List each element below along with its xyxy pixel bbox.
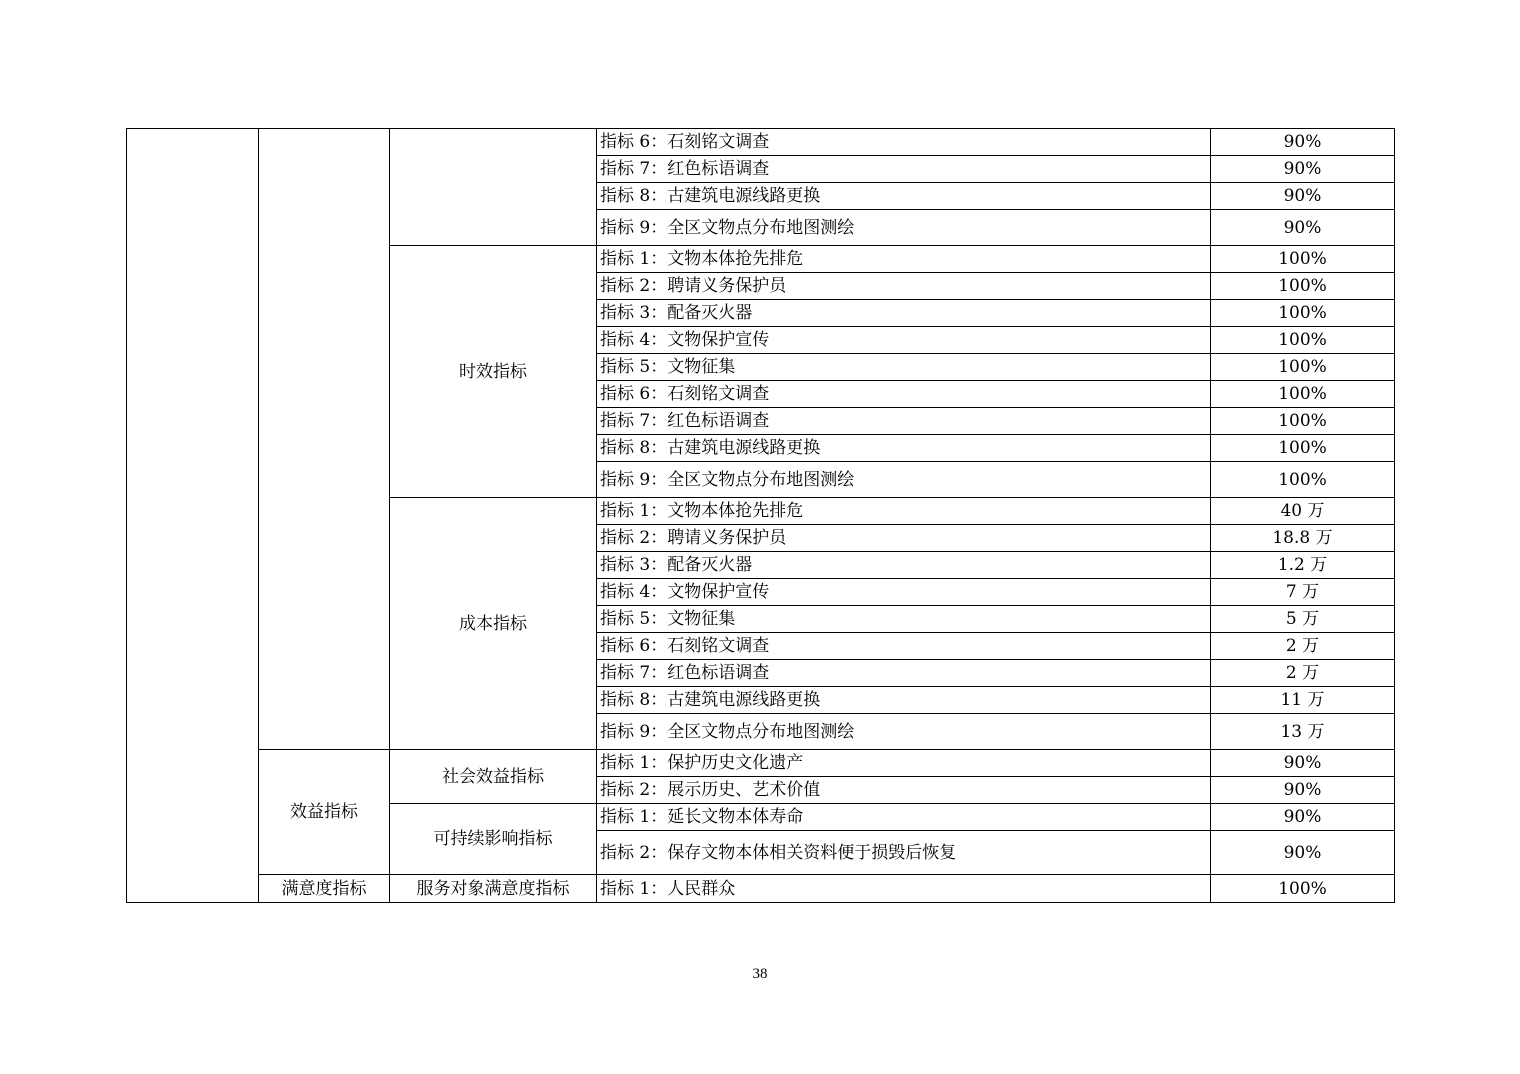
indicator-value: 11 万: [1211, 687, 1395, 714]
indicator-value: 100%: [1211, 875, 1395, 903]
table-row: [127, 129, 1395, 156]
indicator-value: 90%: [1211, 831, 1395, 875]
indicator-name: 指标 8：古建筑电源线路更换: [597, 687, 1211, 714]
indicator-value: 100%: [1211, 435, 1395, 462]
indicator-value: 5 万: [1211, 606, 1395, 633]
indicator-name: 指标 2：保存文物本体相关资料便于损毁后恢复: [597, 831, 1211, 875]
indicator-value: 90%: [1211, 210, 1395, 246]
indicator-name: 指标 6：石刻铭文调查: [597, 129, 1211, 156]
indicator-value: 100%: [1211, 300, 1395, 327]
indicator-value: 100%: [1211, 462, 1395, 498]
indicator-name: 指标 4：文物保护宣传: [597, 579, 1211, 606]
indicator-name: 指标 2：聘请义务保护员: [597, 273, 1211, 300]
indicator-value: 100%: [1211, 273, 1395, 300]
indicator-value: 100%: [1211, 246, 1395, 273]
indicator-value: 90%: [1211, 750, 1395, 777]
indicator-name: 指标 3：配备灭火器: [597, 300, 1211, 327]
indicator-name: 指标 7：红色标语调查: [597, 156, 1211, 183]
satisfaction-label: 满意度指标: [259, 875, 390, 903]
benefit-label: 效益指标: [259, 750, 390, 875]
indicator-name: 指标 5：文物征集: [597, 354, 1211, 381]
indicator-name: 指标 5：文物征集: [597, 606, 1211, 633]
table-row: [127, 750, 1395, 777]
indicator-name: 指标 8：古建筑电源线路更换: [597, 435, 1211, 462]
indicator-name: 指标 1：人民群众: [597, 875, 1211, 903]
indicator-value: 13 万: [1211, 714, 1395, 750]
cost-label: 成本指标: [390, 498, 597, 750]
service-satisfaction-label: 服务对象满意度指标: [390, 875, 597, 903]
indicator-value: 90%: [1211, 183, 1395, 210]
indicator-name: 指标 1：延长文物本体寿命: [597, 804, 1211, 831]
indicator-name: 指标 7：红色标语调查: [597, 408, 1211, 435]
indicator-name: 指标 9：全区文物点分布地图测绘: [597, 714, 1211, 750]
indicator-value: 100%: [1211, 327, 1395, 354]
page-number: 38: [752, 966, 768, 982]
indicator-value: 90%: [1211, 804, 1395, 831]
indicator-name: 指标 7：红色标语调查: [597, 660, 1211, 687]
indicator-name: 指标 4：文物保护宣传: [597, 327, 1211, 354]
indicator-value: 100%: [1211, 354, 1395, 381]
indicator-name: 指标 9：全区文物点分布地图测绘: [597, 462, 1211, 498]
indicator-name: 指标 1：文物本体抢先排危: [597, 246, 1211, 273]
indicator-name: 指标 6：石刻铭文调查: [597, 633, 1211, 660]
indicator-value: 7 万: [1211, 579, 1395, 606]
indicator-name: 指标 3：配备灭火器: [597, 552, 1211, 579]
indicator-name: 指标 1：文物本体抢先排危: [597, 498, 1211, 525]
indicator-value: 1.2 万: [1211, 552, 1395, 579]
indicator-value: 2 万: [1211, 660, 1395, 687]
sustainable-label: 可持续影响指标: [390, 804, 597, 875]
indicator-value: 90%: [1211, 156, 1395, 183]
indicator-value: 40 万: [1211, 498, 1395, 525]
indicator-name: 指标 9：全区文物点分布地图测绘: [597, 210, 1211, 246]
indicator-value: 90%: [1211, 777, 1395, 804]
indicator-name: 指标 2：展示历史、艺术价值: [597, 777, 1211, 804]
indicator-value: 18.8 万: [1211, 525, 1395, 552]
indicator-name: 指标 2：聘请义务保护员: [597, 525, 1211, 552]
indicator-name: 指标 1：保护历史文化遗产: [597, 750, 1211, 777]
level1-cell: [127, 129, 259, 903]
indicator-value: 2 万: [1211, 633, 1395, 660]
timeliness-label: 时效指标: [390, 246, 597, 498]
table-row: [127, 875, 1395, 903]
indicator-name: 指标 6：石刻铭文调查: [597, 381, 1211, 408]
level3-cell: [390, 129, 597, 246]
level2-cell: [259, 129, 390, 750]
performance-indicator-table: [126, 128, 1395, 903]
indicator-value: 100%: [1211, 381, 1395, 408]
indicator-name: 指标 8：古建筑电源线路更换: [597, 183, 1211, 210]
indicator-value: 90%: [1211, 129, 1395, 156]
indicator-value: 100%: [1211, 408, 1395, 435]
social-benefit-label: 社会效益指标: [390, 750, 597, 804]
